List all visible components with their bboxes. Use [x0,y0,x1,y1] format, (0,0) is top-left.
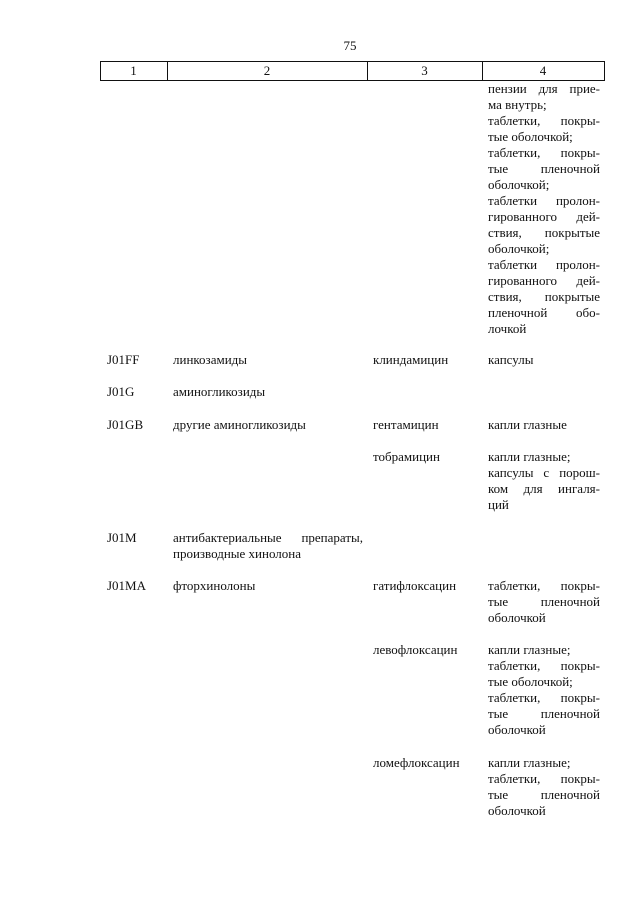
atc-group: линкозамиды [173,352,247,367]
text-line: оболочкой [488,803,546,818]
text-line: таблетки, покры- [488,690,600,705]
text-line: пензии для прие- [488,81,600,96]
atc-code: J01FF [107,352,140,367]
dosage-forms-cell [488,417,600,433]
substance-name: клиндамицин [373,352,449,367]
text-line: таблетки пролон- [488,257,600,272]
text-line: ствия, покрытые [488,225,600,240]
text-line: ствия, покрытые [488,289,600,304]
atc-code: J01G [107,384,135,399]
dosage-forms-cell [488,81,600,337]
text-line: таблетки, покры- [488,658,600,673]
text-line: капсулы с порош- [488,465,600,480]
text-line: пленочной обо- [488,305,600,320]
dosage-forms-cell [488,352,600,368]
text-line: таблетки, покры- [488,771,600,786]
text-line: ком для ингаля- [488,481,600,496]
text-line: капли глазные; [488,755,571,770]
atc-code: J01GB [107,417,144,432]
text-line: лочкой [488,321,527,336]
text-line: оболочкой [488,610,546,625]
atc-group: фторхинолоны [173,578,256,593]
header-col-2: 2 [263,63,271,78]
text-line: капли глазные; [488,449,571,464]
text-line: тые пленочной [488,594,600,609]
text-line: капли глазные [488,417,567,432]
text-line: капли глазные; [488,642,571,657]
text-line: оболочкой; [488,177,550,192]
atc-group: другие аминогликозиды [173,417,306,432]
dosage-forms-cell [488,642,600,738]
text-line: тые пленочной [488,161,600,176]
text-line: ций [488,497,509,512]
substance-name: ломефлоксацин [373,755,460,770]
text-line: таблетки, покры- [488,578,600,593]
substance-name: тобрамицин [373,449,440,464]
text-line: ма внутрь; [488,97,547,112]
text-line: антибактериальные препараты, [173,530,363,545]
text-line: оболочкой; [488,241,550,256]
header-border-right [604,62,605,80]
atc-code: J01M [107,530,137,545]
text-line: тые пленочной [488,706,600,721]
text-line: капсулы [488,352,534,367]
dosage-forms-cell [488,449,600,513]
atc-code: J01MA [107,578,147,593]
dosage-forms-cell [488,755,600,819]
text-line: производные хинолона [173,546,302,561]
text-line: таблетки пролон- [488,193,600,208]
text-line: таблетки, покры- [488,113,600,128]
text-line: тые оболочкой; [488,129,573,144]
text-line: тые пленочной [488,787,600,802]
text-line: гированного дей- [488,273,600,288]
text-line: гированного дей- [488,209,600,224]
text-line: оболочкой [488,722,546,737]
page-number: 75 [343,38,357,53]
atc-group [173,530,363,562]
header-col-1: 1 [130,63,137,78]
dosage-forms-cell [488,578,600,626]
text-line: тые оболочкой; [488,674,573,689]
text-line: таблетки, покры- [488,145,600,160]
header-col-3: 3 [421,63,428,78]
header-col-4: 4 [539,63,547,78]
substance-name: гатифлоксацин [373,578,457,593]
substance-name: левофлоксацин [373,642,458,657]
atc-group: аминогликозиды [173,384,266,399]
table-header [100,61,605,81]
substance-name: гентамицин [373,417,439,432]
